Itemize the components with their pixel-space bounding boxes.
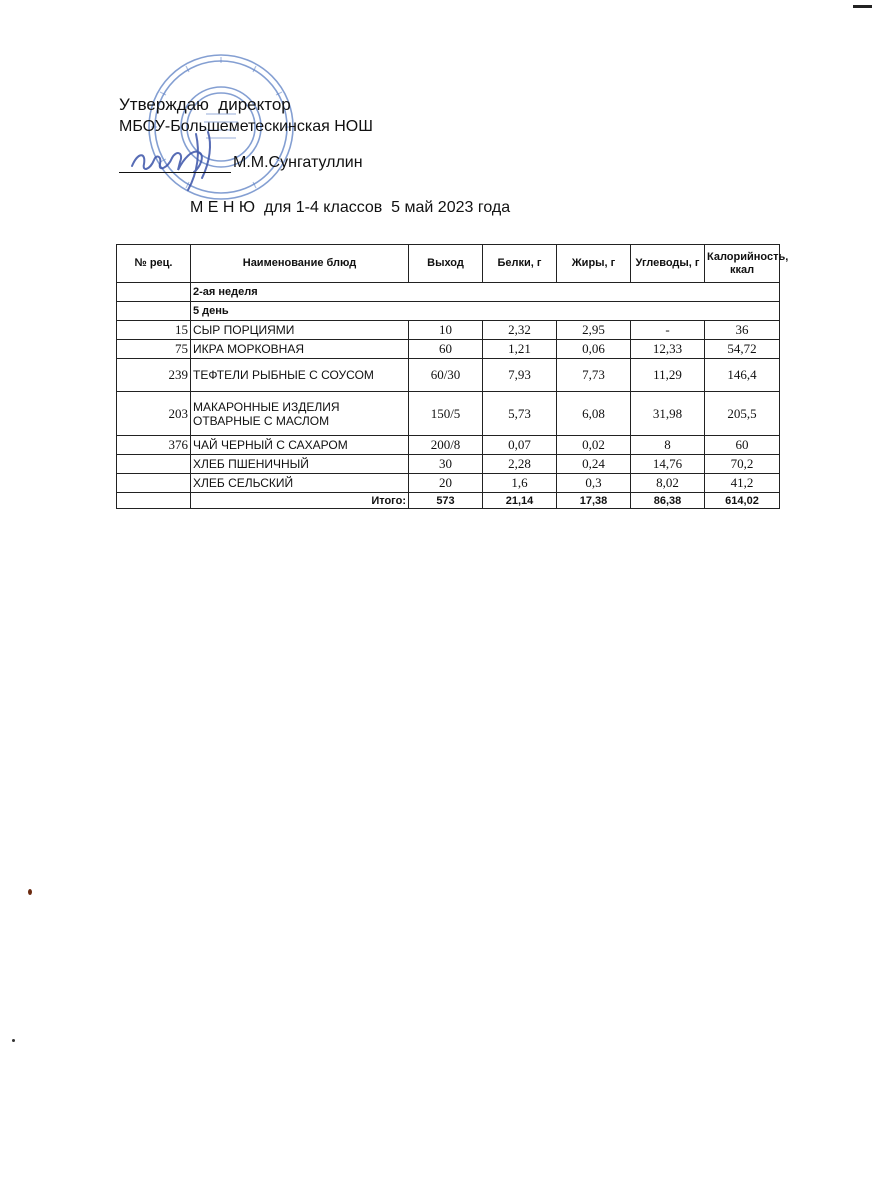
kcal-value: 146,4: [705, 359, 780, 392]
total-row: [117, 493, 780, 509]
carbs-value: 31,98: [631, 392, 705, 436]
dish-name: ЧАЙ ЧЕРНЫЙ С САХАРОМ: [191, 436, 409, 455]
recipe-number: 75: [117, 340, 191, 359]
table-row: [117, 340, 780, 359]
col-header-dish: Наименование блюд: [191, 245, 409, 283]
signature-rule: [119, 156, 231, 173]
table-row: [117, 474, 780, 493]
total-carbs: 86,38: [631, 493, 705, 509]
scan-speck: [12, 1039, 15, 1042]
day-label: 5 день: [191, 302, 780, 321]
recipe-number: 15: [117, 321, 191, 340]
protein-value: 2,28: [483, 455, 557, 474]
table-row: [117, 359, 780, 392]
fat-value: 0,06: [557, 340, 631, 359]
recipe-number: 239: [117, 359, 191, 392]
carbs-value: 8,02: [631, 474, 705, 493]
approval-line-signatory: [119, 153, 373, 173]
col-header-output: Выход: [409, 245, 483, 283]
menu-table: [116, 244, 789, 509]
col-header-kcal: Калорийность, ккал: [705, 245, 780, 283]
carbs-value: 8: [631, 436, 705, 455]
week-row: [117, 283, 780, 302]
col-header-carbs: Углеводы, г: [631, 245, 705, 283]
kcal-value: 41,2: [705, 474, 780, 493]
output-value: 150/5: [409, 392, 483, 436]
scan-speck: [28, 889, 32, 895]
output-value: 200/8: [409, 436, 483, 455]
dish-name: ТЕФТЕЛИ РЫБНЫЕ С СОУСОМ: [191, 359, 409, 392]
fat-value: 0,3: [557, 474, 631, 493]
approval-line-school: МБОУ-Большеметескинская НОШ: [119, 118, 373, 135]
kcal-value: 70,2: [705, 455, 780, 474]
kcal-value: 54,72: [705, 340, 780, 359]
dish-name: ИКРА МОРКОВНАЯ: [191, 340, 409, 359]
fat-value: 6,08: [557, 392, 631, 436]
scan-edge-mark: [853, 5, 872, 8]
kcal-value: 36: [705, 321, 780, 340]
total-kcal: 614,02: [705, 493, 780, 509]
week-label: 2-ая неделя: [191, 283, 780, 302]
recipe-number: [117, 455, 191, 474]
recipe-number: 376: [117, 436, 191, 455]
approval-line-director: Утверждаю директор: [119, 95, 291, 114]
fat-value: 2,95: [557, 321, 631, 340]
carbs-value: -: [631, 321, 705, 340]
carbs-value: 14,76: [631, 455, 705, 474]
output-value: 30: [409, 455, 483, 474]
day-row: [117, 302, 780, 321]
output-value: 60: [409, 340, 483, 359]
approval-block: [119, 95, 373, 173]
signatory-name: М.М.Сунгатуллин: [233, 154, 363, 171]
output-value: 60/30: [409, 359, 483, 392]
protein-value: 0,07: [483, 436, 557, 455]
table-row: [117, 392, 780, 436]
menu-title: М Е Н Ю для 1-4 классов 5 май 2023 года: [190, 199, 511, 216]
col-header-recipe: № рец.: [117, 245, 191, 283]
dish-name: ХЛЕБ ПШЕНИЧНЫЙ: [191, 455, 409, 474]
total-output: 573: [409, 493, 483, 509]
protein-value: 1,21: [483, 340, 557, 359]
dish-name: ХЛЕБ СЕЛЬСКИЙ: [191, 474, 409, 493]
recipe-number: [117, 474, 191, 493]
table-row: [117, 321, 780, 340]
fat-value: 0,24: [557, 455, 631, 474]
table-row: [117, 436, 780, 455]
fat-value: 7,73: [557, 359, 631, 392]
carbs-value: 11,29: [631, 359, 705, 392]
kcal-value: 60: [705, 436, 780, 455]
total-protein: 21,14: [483, 493, 557, 509]
dish-name: МАКАРОННЫЕ ИЗДЕЛИЯ ОТВАРНЫЕ С МАСЛОМ: [191, 392, 409, 436]
protein-value: 7,93: [483, 359, 557, 392]
table-header-row: [117, 245, 780, 283]
recipe-number: 203: [117, 392, 191, 436]
output-value: 20: [409, 474, 483, 493]
protein-value: 5,73: [483, 392, 557, 436]
col-header-fat: Жиры, г: [557, 245, 631, 283]
dish-name: СЫР ПОРЦИЯМИ: [191, 321, 409, 340]
carbs-value: 12,33: [631, 340, 705, 359]
total-fat: 17,38: [557, 493, 631, 509]
output-value: 10: [409, 321, 483, 340]
table-row: [117, 455, 780, 474]
total-label: Итого:: [191, 493, 409, 509]
fat-value: 0,02: [557, 436, 631, 455]
col-header-protein: Белки, г: [483, 245, 557, 283]
protein-value: 1,6: [483, 474, 557, 493]
kcal-value: 205,5: [705, 392, 780, 436]
protein-value: 2,32: [483, 321, 557, 340]
